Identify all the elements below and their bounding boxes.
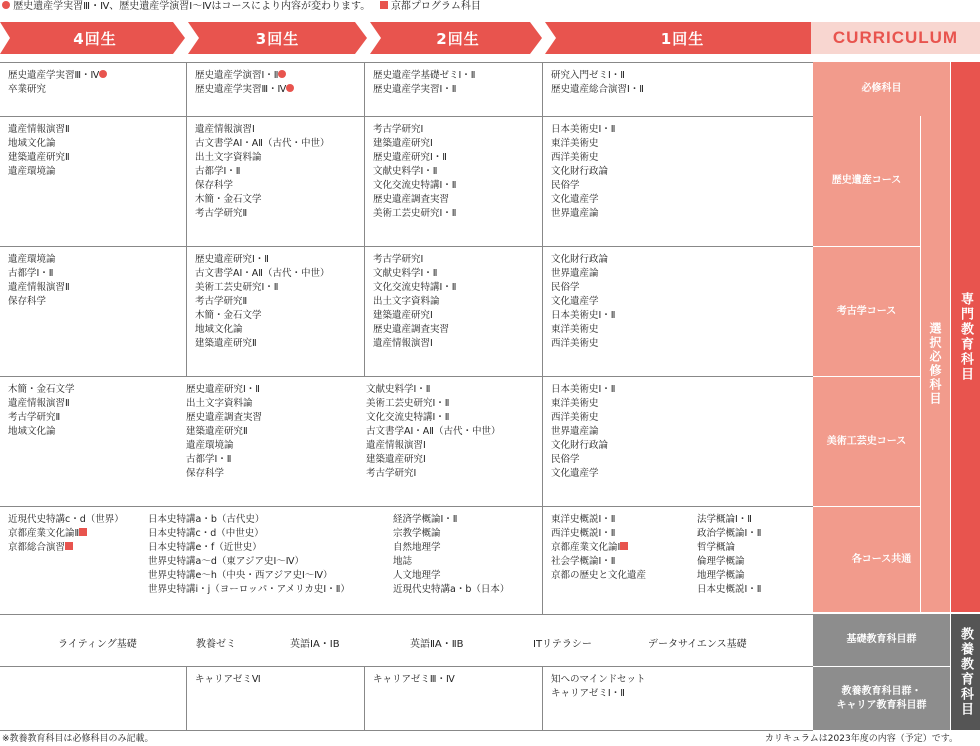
list-item: 地域文化論 <box>8 138 56 149</box>
list-item: 東洋美術史 <box>551 398 599 409</box>
list-item: 民俗学 <box>551 454 580 465</box>
list-item: 知へのマインドセット <box>551 674 646 685</box>
list-item: 日本史特講e・f（近世史） <box>148 542 262 553</box>
general-education-text: 教養教育科目 <box>958 627 973 717</box>
list-item: 文化財行政論 <box>551 166 609 177</box>
required-row <box>0 63 813 117</box>
year-3-label: 3回生 <box>255 29 300 48</box>
list-item: 日本美術史Ⅰ・Ⅱ <box>551 310 616 321</box>
list-item: 歴史遺産研究Ⅰ・Ⅱ <box>195 254 269 265</box>
list-item: 考古学研究Ⅱ <box>195 296 248 307</box>
list-item: 日本美術史Ⅰ・Ⅱ <box>551 384 616 395</box>
year-2-label: 2回生 <box>436 29 480 48</box>
list-item: 歴史遺産総合演習Ⅰ・Ⅱ <box>551 84 644 95</box>
list-item: 西洋美術史 <box>551 412 599 423</box>
career-education-label <box>813 667 950 730</box>
list-item: 歴史遺産調査実習 <box>186 412 263 423</box>
list-item: 文化交流史特講Ⅰ・Ⅱ <box>373 282 457 293</box>
common-y1-column-a <box>551 513 646 583</box>
list-item: 建築遺産研究Ⅱ <box>8 152 70 163</box>
footer-note-right: カリキュラムは2023年度の内容（予定）です。 <box>764 734 958 744</box>
list-item: 遺産環境論 <box>186 440 234 451</box>
list-item: 建築遺産研究Ⅰ <box>366 454 426 465</box>
list-item: 木簡・金石文学 <box>8 384 75 395</box>
basic-education-row <box>0 615 813 667</box>
list-item: 西洋史概説Ⅰ・Ⅱ <box>551 528 616 539</box>
year-1-label: 1回生 <box>660 29 705 48</box>
art-y2-cell <box>358 377 542 506</box>
list-item: 出土文字資料論 <box>195 152 262 163</box>
list-item: 日本史特講a・b（古代史） <box>148 514 265 525</box>
career-row <box>0 667 813 731</box>
list-item: 近現代史特講a・b（日本） <box>393 584 510 595</box>
archaeology-course-row <box>0 247 813 377</box>
art-y4-cell <box>0 377 178 506</box>
list-item: 建築遺産研究Ⅱ <box>186 426 248 437</box>
list-item: 地域文化論 <box>8 426 56 437</box>
kyoto-square-marker-icon <box>65 542 73 550</box>
list-item: 遺産情報演習Ⅰ <box>366 440 426 451</box>
list-item: 歴史遺産学実習Ⅲ・Ⅳ <box>8 70 100 81</box>
list-item: 世界史特講e～h（中央・西アジア史Ⅰ～Ⅳ） <box>148 570 333 581</box>
list-item: 民俗学 <box>551 282 580 293</box>
history-y3-cell <box>186 117 364 246</box>
list-item: 政治学概論Ⅰ・Ⅱ <box>697 528 762 539</box>
common-course-row <box>0 507 813 615</box>
kyoto-square-marker-icon <box>620 542 628 550</box>
list-item: 古都学Ⅰ・Ⅱ <box>195 166 241 177</box>
list-item: 美術工芸史研究Ⅰ・Ⅱ <box>195 282 279 293</box>
list-item: 地理学概論 <box>697 570 745 581</box>
curriculum-grid <box>0 62 813 730</box>
list-item: 文献史料学Ⅰ・Ⅱ <box>373 166 438 177</box>
archaeology-y1-cell <box>542 247 813 376</box>
required-y1-cell <box>542 63 813 116</box>
list-item: 地誌 <box>393 556 413 567</box>
list-item: 遺産情報演習Ⅰ <box>373 338 433 349</box>
art-course-row <box>0 377 813 507</box>
list-item: 木簡・金石文学 <box>195 194 262 205</box>
list-item: データサイエンス基礎 <box>648 639 747 650</box>
list-item: 歴史遺産学実習Ⅲ・Ⅳ <box>195 84 287 95</box>
list-item: 古都学Ⅰ・Ⅱ <box>186 454 232 465</box>
list-item: 歴史遺産学演習Ⅰ・Ⅱ <box>195 70 279 81</box>
art-y3-cell <box>178 377 358 506</box>
history-y4-cell <box>0 117 186 246</box>
list-item: キャリアゼミⅢ・Ⅳ <box>373 674 455 685</box>
required-label: 必修科目 <box>813 62 950 116</box>
list-item: 世界史特講i・j（ヨーロッパ・アメリカ史Ⅰ・Ⅱ） <box>148 584 350 595</box>
common-y2-cell <box>385 507 542 614</box>
list-item: 東洋美術史 <box>551 324 599 335</box>
list-item: 古都学Ⅰ・Ⅱ <box>8 268 54 279</box>
list-item: 京都産業文化論Ⅱ <box>8 528 80 539</box>
list-item: 考古学研究Ⅰ <box>373 254 424 265</box>
career-label-line-1: 教養教育科目群・ <box>841 685 922 697</box>
specialized-education-text: 専門教育科目 <box>958 292 973 382</box>
list-item: 遺産情報演習Ⅱ <box>8 282 70 293</box>
list-item: 木簡・金石文学 <box>195 310 262 321</box>
list-item: 文化財行政論 <box>551 440 609 451</box>
list-item: 日本美術史Ⅰ・Ⅱ <box>551 124 616 135</box>
legend <box>2 0 481 16</box>
list-item: 考古学研究Ⅰ <box>373 124 424 135</box>
archaeology-y2-cell <box>364 247 542 376</box>
selective-required-label <box>920 116 950 612</box>
kyoto-dot-marker-icon <box>278 70 286 78</box>
basic-education-label: 基礎教育科目群 <box>813 614 950 666</box>
list-item: 保存科学 <box>195 180 234 191</box>
list-item: 世界遺産論 <box>551 268 599 279</box>
history-y1-cell <box>542 117 813 246</box>
list-item: 古文書学AⅠ・AⅡ（古代・中世） <box>195 268 330 279</box>
list-item: 美術工芸史研究Ⅰ・Ⅱ <box>366 398 450 409</box>
career-y3-cell <box>186 667 364 730</box>
required-y2-cell <box>364 63 542 116</box>
year-header-bar <box>0 22 811 54</box>
list-item: 教養ゼミ <box>196 639 236 650</box>
archaeology-y4-cell <box>0 247 186 376</box>
common-y1-cell <box>542 507 813 614</box>
list-item: 哲学概論 <box>697 542 736 553</box>
list-item: 歴史遺産研究Ⅰ・Ⅱ <box>186 384 260 395</box>
art-y1-cell <box>542 377 813 506</box>
list-item: 世界遺産論 <box>551 426 599 437</box>
list-item: 歴史遺産学実習Ⅰ・Ⅱ <box>373 84 457 95</box>
footer-note-left: ※教養教育科目は必修科目のみ記載。 <box>2 734 154 744</box>
required-y4-cell <box>0 63 186 116</box>
career-label-line-2: キャリア教育科目群 <box>836 699 927 711</box>
list-item: 日本史概説Ⅰ・Ⅱ <box>697 584 762 595</box>
career-y4-cell <box>0 667 186 730</box>
list-item: 世界史特講a～d（東アジア史Ⅰ～Ⅳ） <box>148 556 305 567</box>
kyoto-square-marker-icon <box>79 528 87 536</box>
career-y2-cell <box>364 667 542 730</box>
kyoto-dot-marker-icon <box>99 70 107 78</box>
list-item: 保存科学 <box>186 468 225 479</box>
history-course-row <box>0 117 813 247</box>
curriculum-title: CURRICULUM <box>811 22 980 54</box>
list-item: 考古学研究Ⅱ <box>8 412 61 423</box>
list-item: 出土文字資料論 <box>186 398 253 409</box>
list-item: ライティング基礎 <box>58 639 137 650</box>
kyoto-dot-marker-icon <box>2 1 10 9</box>
list-item: 文献史料学Ⅰ・Ⅱ <box>373 268 438 279</box>
list-item: 出土文字資料論 <box>373 296 440 307</box>
list-item: 民俗学 <box>551 180 580 191</box>
list-item: 経済学概論Ⅰ・Ⅱ <box>393 514 458 525</box>
list-item: 文化遺産学 <box>551 296 599 307</box>
list-item: 日本史特講c・d（中世史） <box>148 528 264 539</box>
career-y1-cell <box>542 667 813 730</box>
basic-education-items <box>0 615 813 666</box>
list-item: 美術工芸史研究Ⅰ・Ⅱ <box>373 208 457 219</box>
list-item: 英語ⅡA・ⅡB <box>410 639 464 650</box>
common-y4-cell <box>0 507 140 614</box>
list-item: 英語ⅠA・ⅠB <box>290 639 340 650</box>
general-education-label <box>950 614 980 730</box>
kyoto-square-marker-icon <box>380 1 388 9</box>
list-item: 倫理学概論 <box>697 556 745 567</box>
list-item: 歴史遺産研究Ⅰ・Ⅱ <box>373 152 447 163</box>
list-item: 西洋美術史 <box>551 152 599 163</box>
common-y3-cell <box>140 507 385 614</box>
list-item: 文化遺産学 <box>551 468 599 479</box>
list-item: 歴史遺産調査実習 <box>373 324 450 335</box>
year-4-label: 4回生 <box>73 29 117 48</box>
list-item: 保存科学 <box>8 296 47 307</box>
specialized-education-label <box>950 62 980 612</box>
history-y2-cell <box>364 117 542 246</box>
common-course-label: 各コース共通 <box>813 507 950 612</box>
common-y1-column-b <box>697 513 761 597</box>
list-item: 社会学概論Ⅰ・Ⅱ <box>551 556 616 567</box>
list-item: 建築遺産研究Ⅰ <box>373 310 433 321</box>
list-item: 研究入門ゼミⅠ・Ⅱ <box>551 70 625 81</box>
art-course-label: 美術工芸史コース <box>813 377 920 506</box>
list-item: 遺産情報演習Ⅱ <box>8 398 70 409</box>
legend-text-course-varies: 歴史遺産学実習Ⅲ・Ⅳ、歴史遺産学演習Ⅰ～Ⅳはコースにより内容が変わります。 <box>13 1 371 12</box>
list-item: 自然地理学 <box>393 542 441 553</box>
list-item: 文化交流史特講Ⅰ・Ⅱ <box>373 180 457 191</box>
list-item: キャリアゼミⅠ・Ⅱ <box>551 688 625 699</box>
list-item: 東洋史概説Ⅰ・Ⅱ <box>551 514 616 525</box>
list-item: 地域文化論 <box>195 324 243 335</box>
archaeology-course-label: 考古学コース <box>813 247 920 376</box>
list-item: ITリテラシー <box>533 639 592 650</box>
list-item: 遺産環境論 <box>8 166 56 177</box>
required-y3-cell <box>186 63 364 116</box>
list-item: 近現代史特講c・d（世界） <box>8 514 124 525</box>
list-item: 人文地理学 <box>393 570 441 581</box>
list-item: 文化交流史特講Ⅰ・Ⅱ <box>366 412 450 423</box>
list-item: 東洋美術史 <box>551 138 599 149</box>
list-item: 建築遺産研究Ⅱ <box>195 338 257 349</box>
selective-required-text: 選択必修科目 <box>928 322 942 406</box>
list-item: 建築遺産研究Ⅰ <box>373 138 433 149</box>
list-item: 遺産環境論 <box>8 254 56 265</box>
list-item: 京都の歴史と文化遺産 <box>551 570 647 581</box>
kyoto-dot-marker-icon <box>286 84 294 92</box>
legend-text-kyoto-program: 京都プログラム科目 <box>390 1 481 12</box>
list-item: 古文書学AⅠ・AⅡ（古代・中世） <box>195 138 330 149</box>
list-item: 考古学研究Ⅱ <box>195 208 248 219</box>
archaeology-y3-cell <box>186 247 364 376</box>
list-item: 京都総合演習 <box>8 542 66 553</box>
list-item: 古文書学AⅠ・AⅡ（古代・中世） <box>366 426 501 437</box>
list-item: 宗教学概論 <box>393 528 441 539</box>
list-item: 文化遺産学 <box>551 194 599 205</box>
list-item: 考古学研究Ⅰ <box>366 468 417 479</box>
list-item: 歴史遺産学基礎ゼミⅠ・Ⅱ <box>373 70 476 81</box>
list-item: 遺産情報演習Ⅰ <box>195 124 255 135</box>
history-course-label: 歴史遺産コース <box>813 116 920 246</box>
list-item: 歴史遺産調査実習 <box>373 194 450 205</box>
list-item: 法学概論Ⅰ・Ⅱ <box>697 514 752 525</box>
list-item: 世界遺産論 <box>551 208 599 219</box>
list-item: キャリアゼミⅥ <box>195 674 261 685</box>
list-item: 京都産業文化論Ⅰ <box>551 542 621 553</box>
list-item: 遺産情報演習Ⅱ <box>8 124 70 135</box>
list-item: 卒業研究 <box>8 84 47 95</box>
list-item: 西洋美術史 <box>551 338 599 349</box>
list-item: 文化財行政論 <box>551 254 609 265</box>
list-item: 文献史料学Ⅰ・Ⅱ <box>366 384 431 395</box>
